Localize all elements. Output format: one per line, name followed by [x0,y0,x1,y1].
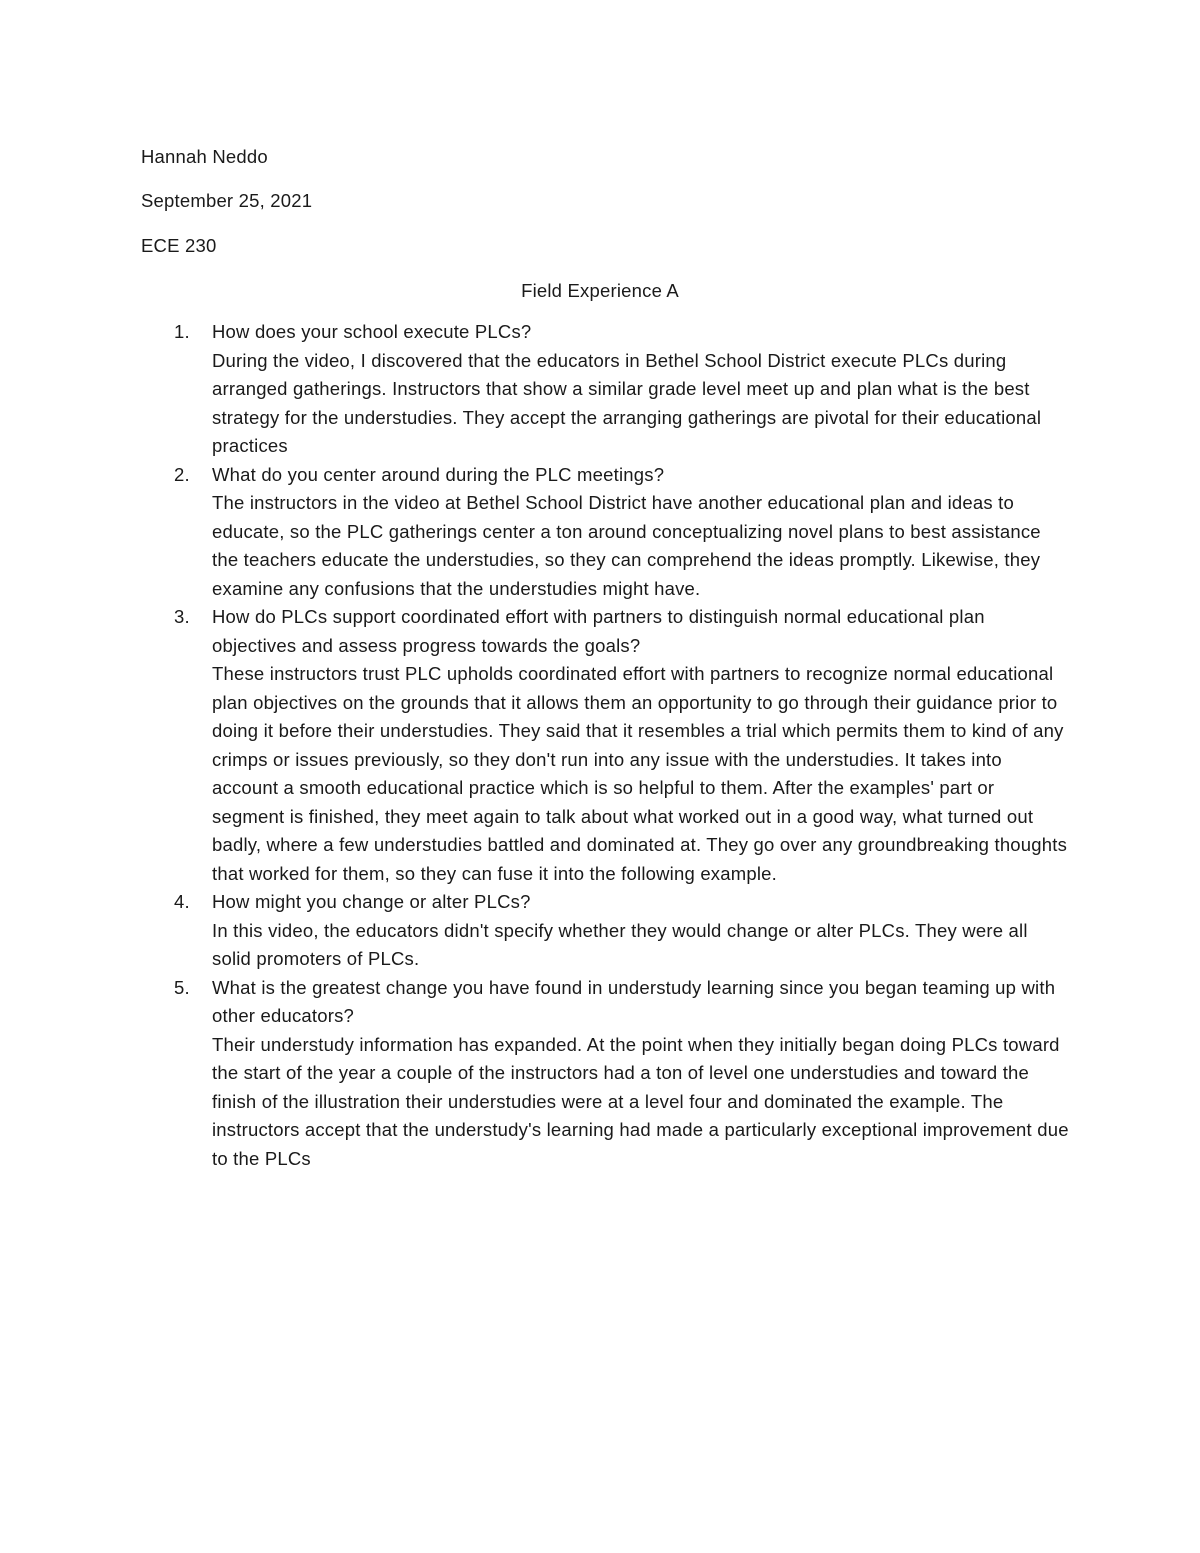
answer-text: These instructors trust PLC upholds coordinated effort with partners to recognize normal educational plan objectives on the grounds that it allows them an opportunity to go through their guidance prior to doing it before their understudies. They said that it resembles a trial which permits them to kind of any crimps or issues previously, so they don't run into any issue with the understudies. It takes into account a smooth educational practice which is so helpful to them. After the examples' part or segment is finished, they meet again to talk about what worked out in a good way, what turned out badly, where a few understudies battled and dominated at. They go over any groundbreaking thoughts that worked for them, so they can fuse it into the following example. [212,663,1068,884]
question-text: How might you change or alter PLCs? [212,891,531,912]
list-item [141,461,1071,604]
question-text: What do you center around during the PLC meetings? [212,463,665,485]
document-title: Field Experience A [521,280,679,301]
course-code: ECE 230 [141,235,217,256]
item-number: 1. [174,321,190,342]
list-item [141,318,1071,461]
question-answer-list [141,318,1071,1173]
question-text: What is the greatest change you have found in understudy learning since you began teaming up with other educators? [212,976,1056,1026]
author-name: Hannah Neddo [141,146,268,167]
item-number: 3. [174,606,190,627]
item-number: 2. [174,463,190,485]
question-text: How do PLCs support coordinated effort with partners to distinguish normal educational plan objectives and assess progress towards the goals? [212,606,985,656]
answer-text: During the video, I discovered that the educators in Bethel School District execute PLCs during arranged gatherings. Instructors that show a similar grade level meet up and plan what is the best strategy for the understudies. They accept the arranging gatherings are pivotal for their educational practices [212,349,1042,456]
list-item [141,888,1071,974]
list-item [141,974,1071,1174]
answer-text: The instructors in the video at Bethel School District have another educational plan and ideas to educate, so the PLC gatherings center a ton around conceptualizing novel plans to best assistance the teachers educate the understudies, so they can comprehend the ideas promptly. Likewise, they examine any confusions that the understudies might have. [212,492,1041,599]
document-date: September 25, 2021 [141,190,313,211]
item-number: 4. [174,891,190,912]
question-text: How does your school execute PLCs? [212,321,532,342]
answer-text: Their understudy information has expanded. At the point when they initially began doing PLCs toward the start of the year a couple of the instructors had a ton of level one understudies and toward the finish of the illustration their understudies were at a level four and dominated the example. The instructors accept that the understudy's learning had made a particularly exceptional improvement due to the PLCs [212,1033,1069,1169]
item-number: 5. [174,976,190,998]
list-item [141,603,1071,888]
answer-text: In this video, the educators didn't specify whether they would change or alter PLCs. They were all solid promoters of PLCs. [212,919,1028,969]
